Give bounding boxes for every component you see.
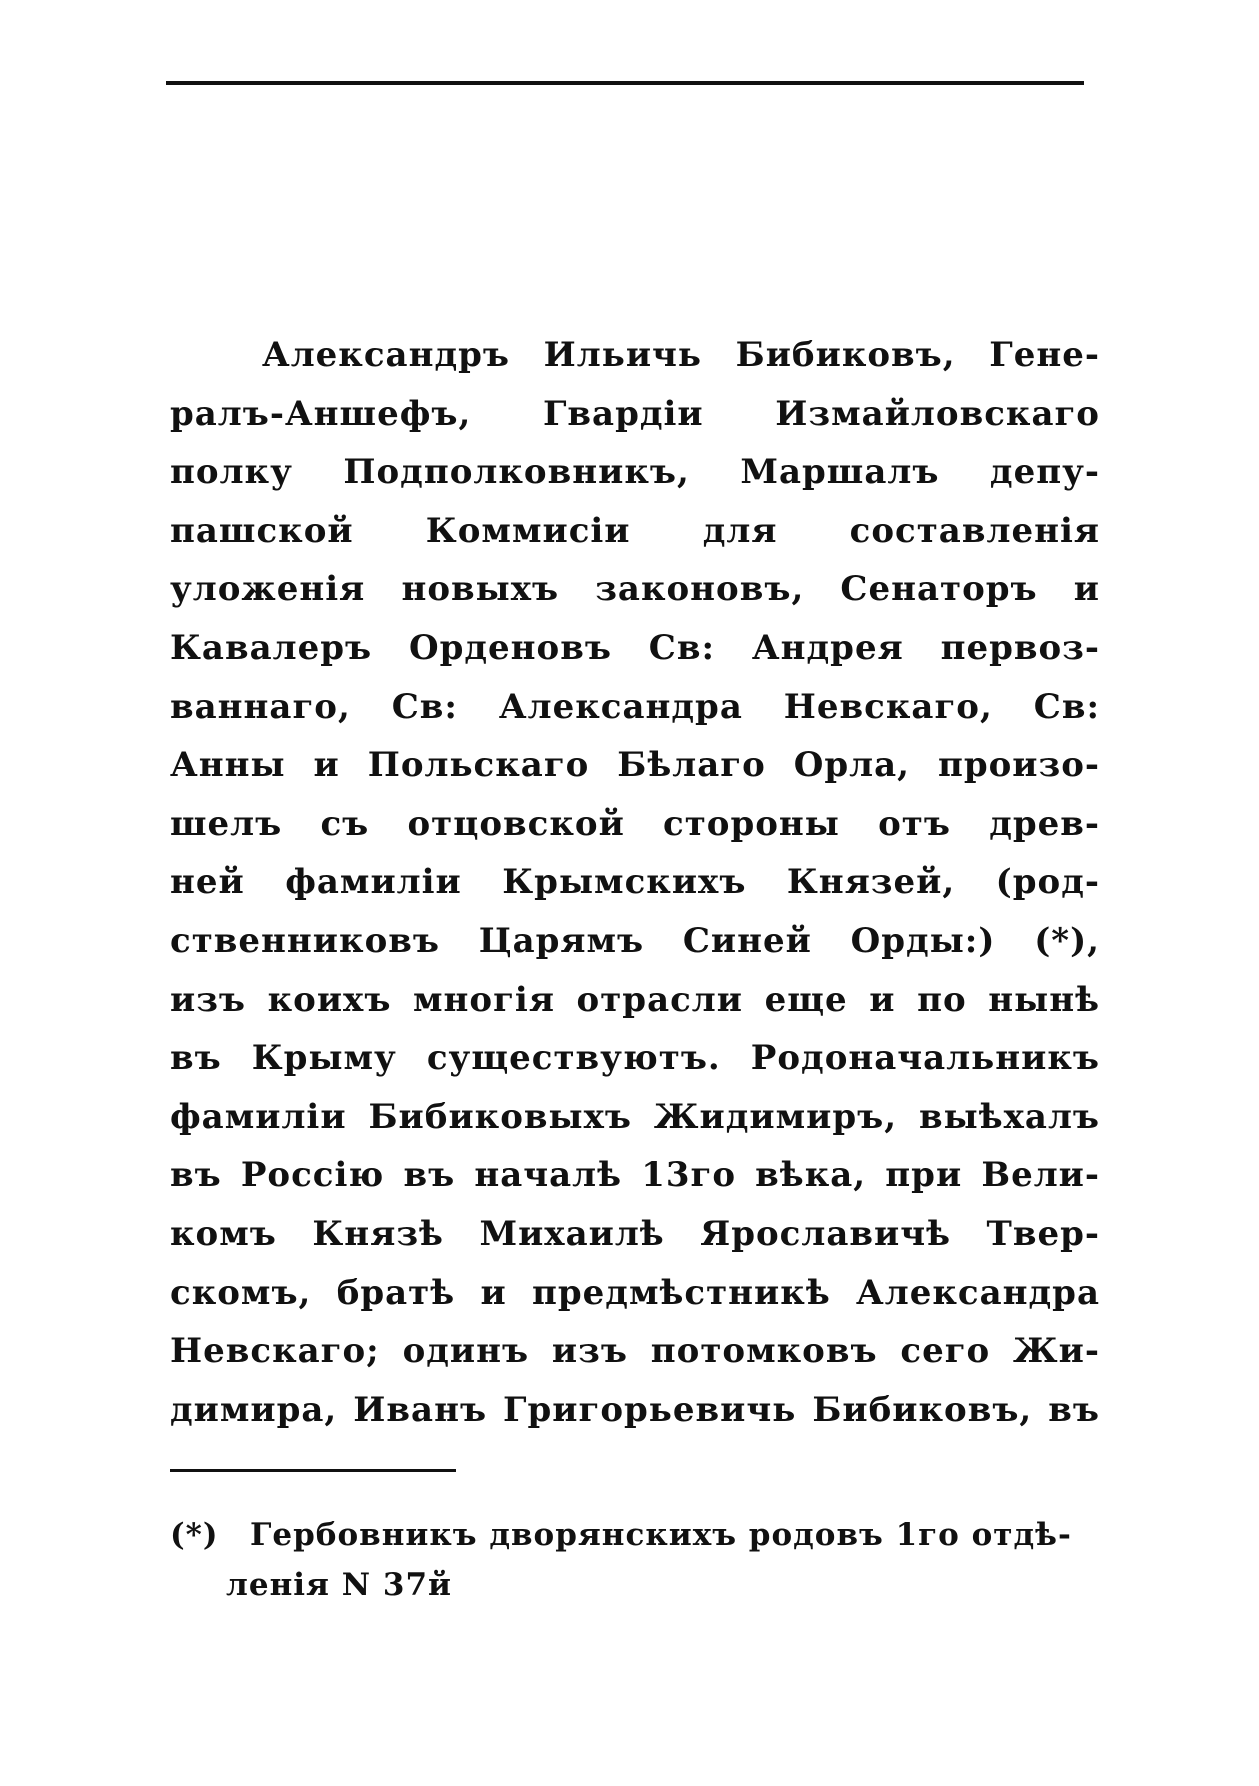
text-line: въ Крыму существуютъ. Родоначальникъ [170, 1038, 1100, 1079]
footnote-line: ленія N 37й [226, 1567, 453, 1603]
footnote-line [170, 1510, 1120, 1560]
text-line: ваннаго, Св: Александра Невскаго, Св: [170, 686, 1100, 727]
text-line: фамиліи Бибиковыхъ Жидимиръ, выѣхалъ [170, 1096, 1100, 1137]
text-line: полку Подполковникъ, Маршалъ депу- [170, 452, 1100, 493]
text-line: Александръ Ильичь Бибиковъ, Гене- [262, 335, 1100, 375]
text-line: изъ коихъ многія отрасли еще и по нынѣ [170, 979, 1100, 1020]
text-line: въ Россію въ началѣ 13го вѣка, при Вели- [170, 1155, 1100, 1196]
body-text [170, 326, 1100, 1439]
text-line: скомъ, братѣ и предмѣстникѣ Александра [170, 1272, 1100, 1313]
text-line: ственниковъ Царямъ Синей Орды:) (*), [170, 920, 1100, 961]
footnote-mark: (*) [170, 1517, 219, 1553]
text-line: димира, Иванъ Григорьевичь Бибиковъ, въ [170, 1389, 1100, 1430]
text-line: ней фамиліи Крымскихъ Князей, (род- [170, 862, 1100, 903]
text-line: Невскаго; одинъ изъ потомковъ сего Жи- [170, 1331, 1100, 1372]
text-line: пашской Коммисіи для составленія [170, 510, 1100, 551]
text-line: Анны и Польскаго Бѣлаго Орла, произо- [170, 745, 1100, 786]
top-rule [166, 81, 1084, 85]
footnote-rule [170, 1469, 456, 1472]
text-line: ралъ-Аншефъ, Гвардіи Измайловскаго [170, 393, 1100, 434]
text-line: Кавалеръ Орденовъ Св: Андрея первоз- [170, 627, 1100, 668]
text-line: уложенія новыхъ законовъ, Сенаторъ и [170, 569, 1100, 610]
text-line: шелъ съ отцовской стороны отъ древ- [170, 803, 1100, 844]
footnote [170, 1510, 1120, 1610]
text-line: комъ Князѣ Михаилѣ Ярославичѣ Твер- [170, 1213, 1100, 1254]
footnote-text: Гербовникъ дворянскихъ родовъ 1го отдѣ- [250, 1517, 1072, 1553]
